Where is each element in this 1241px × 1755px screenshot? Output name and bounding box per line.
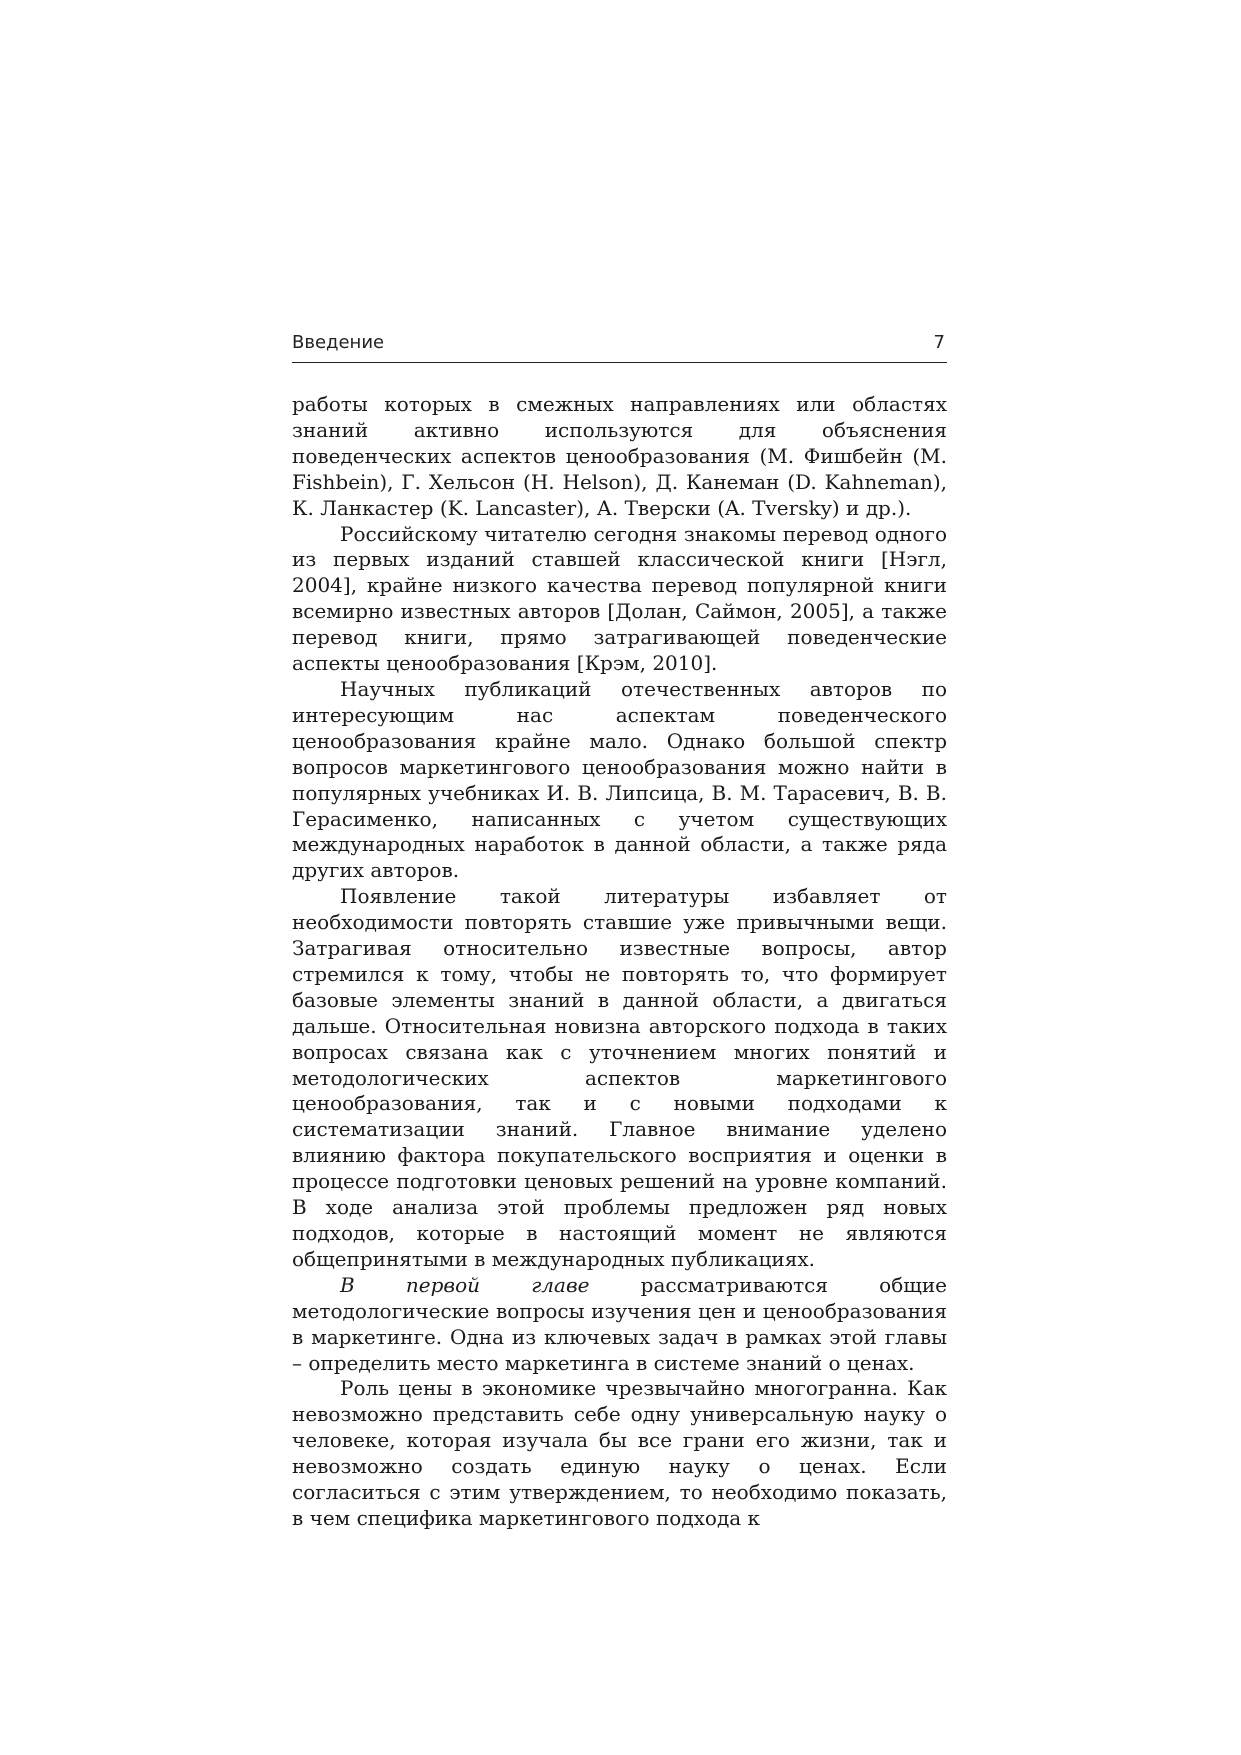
chapter-reference-italic: В первой главе (340, 1272, 590, 1297)
page-number: 7 (933, 332, 945, 353)
paragraph-author-approach: Появление такой литературы избавляет от необходимости повторять ставшие уже привычными вещи. Затрагивая относительно известные вопросы, автор стремился к тому, чтобы не повторять то, что формирует базовые элементы знаний в данной области, а двигаться дальше. Относительная новизна авторского подхода в таких вопросах связана как с уточнением многих понятий и методологических аспектов маркетингового ценообразования, так и с новыми подходами к систематизации знаний. Главное внимание уделено влиянию фактора покупательского восприятия и оценки в процессе подготовки ценовых решений на уровне компаний. В ходе анализа этой проблемы предложен ряд новых подходов, которые в настоящий момент не являются общепринятыми в международных публикациях. (292, 884, 947, 1271)
paragraph-continuation: работы которых в смежных направлениях или областях знаний активно используются для объяснения поведенческих аспектов ценообразования (М. Фишбейн (M. Fishbein), Г. Хельсон (H. Helson), Д. Канеман (D. Kahneman), К. Ланкастер (K. Lancaster), А. Тверски (A. Tversky) и др.). (292, 392, 947, 520)
paragraph-russian-readers: Российскому читателю сегодня знакомы перевод одного из первых изданий ставшей классической книги [Нэгл, 2004], крайне низкого качества перевод популярной книги всемирно известных авторов [Долан, Саймон, 2005], а также перевод книги, прямо затрагивающей поведенческие аспекты ценообразования [Крэм, 2010]. (292, 521, 947, 676)
body-text (292, 392, 947, 1532)
paragraph-role-of-price: Роль цены в экономике чрезвычайно многогранна. Как невозможно представить себе одну универсальную науку о человеке, которая изучала бы все грани его жизни, так и невозможно создать единую науку о ценах. Если согласиться с этим утверждением, то необходимо показать, в чем специфика маркетингового подхода к (292, 1376, 947, 1530)
paragraph-domestic-publications: Научных публикаций отечественных авторов по интересующим нас аспектам поведенческого ценообразования крайне мало. Однако большой спектр вопросов маркетингового ценообразования можно найти в популярных учебниках И. В. Липсица, В. М. Тарасевич, В. В. Герасименко, написанных с учетом существующих международных наработок в данной области, а также ряда других авторов. (292, 676, 947, 883)
paragraph-first-chapter-text: рассматриваются общие методологические вопросы изучения цен и ценообразования в маркетинге. Одна из ключевых задач в рамках этой главы – определить место маркетинга в системе знаний о ценах. (292, 1272, 947, 1375)
paragraph-first-chapter (292, 1273, 947, 1377)
running-title: Введение (292, 332, 385, 353)
page-header (292, 326, 947, 363)
